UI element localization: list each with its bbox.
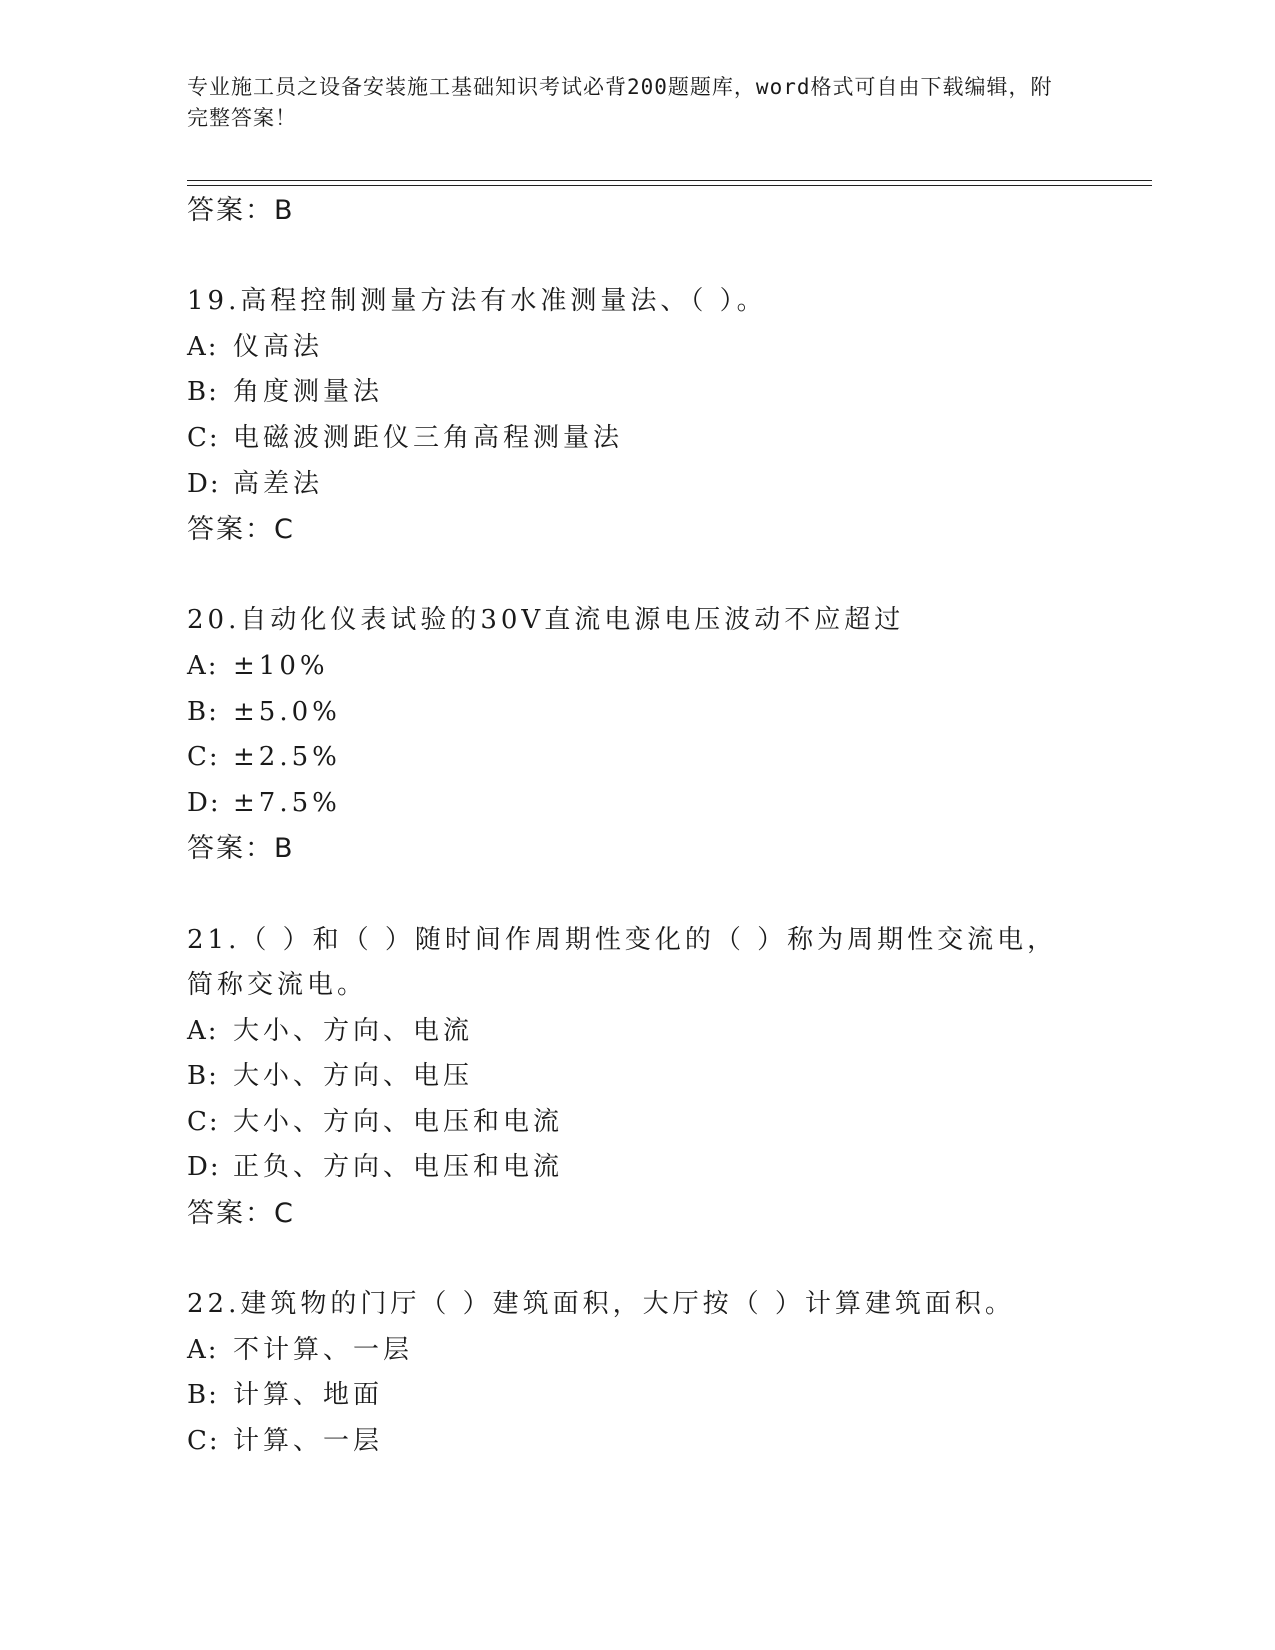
spacer bbox=[187, 234, 1067, 280]
option-text: 正负、方向、电压和电流 bbox=[233, 1152, 564, 1183]
option-text: ±2.5% bbox=[233, 742, 341, 773]
option-label: C: bbox=[187, 1106, 220, 1137]
option-text: 高差法 bbox=[233, 468, 324, 499]
option-label: B: bbox=[187, 1380, 219, 1411]
question-list bbox=[187, 188, 1067, 1465]
option-text: 仪高法 bbox=[233, 331, 324, 362]
question-stem: 22.建筑物的门厅（ ）建筑面积，大厅按（ ）计算建筑面积。 bbox=[187, 1289, 1015, 1320]
option-label: D: bbox=[187, 1152, 221, 1183]
option-text: 不计算、一层 bbox=[233, 1334, 414, 1365]
option-text: 大小、方向、电压 bbox=[233, 1061, 474, 1092]
option-label: C: bbox=[187, 1426, 220, 1457]
option-b bbox=[187, 1054, 1067, 1100]
option-label: B: bbox=[187, 377, 219, 408]
option-text: ±7.5% bbox=[233, 787, 341, 818]
option-d bbox=[187, 1145, 1067, 1191]
option-label: D: bbox=[187, 787, 221, 818]
document-header: 专业施工员之设备安装施工基础知识考试必背200题题库，word格式可自由下载编辑，附完整答案！ bbox=[187, 75, 1053, 130]
option-label: B: bbox=[187, 1061, 219, 1092]
question-block bbox=[187, 598, 1067, 872]
option-c bbox=[187, 1100, 1067, 1146]
option-a bbox=[187, 644, 1067, 690]
option-a bbox=[187, 1328, 1067, 1374]
option-label: B: bbox=[187, 696, 219, 727]
option-c bbox=[187, 1419, 1067, 1465]
spacer bbox=[187, 553, 1067, 599]
option-d bbox=[187, 781, 1067, 827]
option-label: D: bbox=[187, 468, 221, 499]
header-divider-top bbox=[187, 180, 1152, 181]
option-text: 计算、地面 bbox=[233, 1380, 384, 1411]
option-text: 电磁波测距仪三角高程测量法 bbox=[233, 422, 624, 453]
question-stem: 19.高程控制测量方法有水准测量法、（ ）。 bbox=[187, 286, 767, 317]
option-c bbox=[187, 416, 1067, 462]
option-a bbox=[187, 1009, 1067, 1055]
answer-line: 答案：C bbox=[187, 1198, 295, 1230]
option-text: 大小、方向、电流 bbox=[233, 1015, 474, 1046]
question-stem: 20.自动化仪表试验的30V直流电源电压波动不应超过 bbox=[187, 605, 905, 636]
question-stem: 21.（ ）和（ ）随时间作周期性变化的（ ）称为周期性交流电，简称交流电。 bbox=[187, 924, 1058, 1001]
option-text: 计算、一层 bbox=[233, 1426, 384, 1457]
spacer bbox=[187, 1237, 1067, 1283]
question-block bbox=[187, 279, 1067, 553]
option-a bbox=[187, 325, 1067, 371]
option-label: A: bbox=[187, 650, 219, 681]
option-text: ±10% bbox=[233, 650, 329, 681]
header-divider-bottom bbox=[187, 185, 1152, 186]
question-block bbox=[187, 1282, 1067, 1464]
question-block bbox=[187, 918, 1067, 1237]
option-label: A: bbox=[187, 1334, 219, 1365]
option-b bbox=[187, 690, 1067, 736]
answer-line: 答案：B bbox=[187, 833, 295, 865]
option-text: 大小、方向、电压和电流 bbox=[233, 1106, 564, 1137]
option-b bbox=[187, 370, 1067, 416]
option-b bbox=[187, 1373, 1067, 1419]
option-label: A: bbox=[187, 331, 219, 362]
option-text: ±5.0% bbox=[233, 696, 341, 727]
option-label: C: bbox=[187, 422, 220, 453]
option-label: A: bbox=[187, 1015, 219, 1046]
option-text: 角度测量法 bbox=[233, 377, 384, 408]
option-label: C: bbox=[187, 742, 220, 773]
answer-line: 答案：C bbox=[187, 514, 295, 546]
spacer bbox=[187, 872, 1067, 918]
option-d bbox=[187, 462, 1067, 508]
answer-line: 答案：B bbox=[187, 195, 295, 226]
option-c bbox=[187, 735, 1067, 781]
